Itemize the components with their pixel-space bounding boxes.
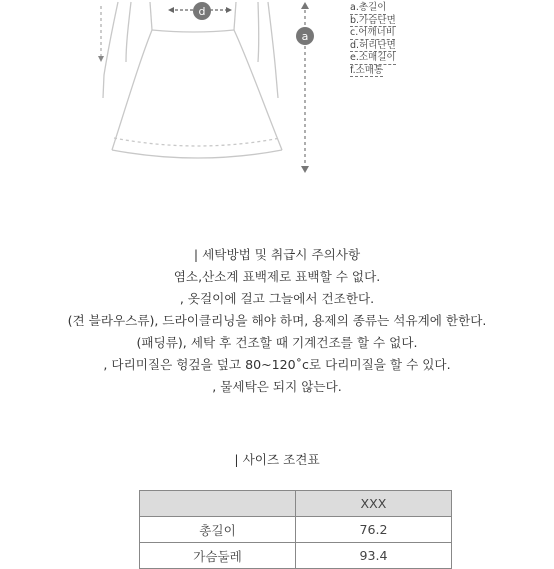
legend-item: c.어깨너비 — [350, 27, 395, 38]
row-label: 가슴둘레 — [140, 543, 296, 569]
legend-item: d.허리단면 — [350, 39, 396, 51]
size-chart-table — [139, 490, 452, 569]
care-line: , 옷걸이에 걸고 그늘에서 건조한다. — [179, 291, 375, 306]
size-chart-title: | 사이즈 조견표 — [234, 452, 320, 467]
care-title: | 세탁방법 및 취급시 주의사항 — [193, 247, 361, 262]
care-line: 염소,산소계 표백제로 표백할 수 없다. — [173, 269, 381, 284]
table-header-row — [140, 491, 452, 517]
legend-item: a.총길이 — [350, 2, 387, 13]
care-instructions — [0, 244, 554, 398]
row-value: 93.4 — [296, 543, 452, 569]
table-row — [140, 543, 452, 569]
row-value: 76.2 — [296, 517, 452, 543]
header-cell — [140, 491, 296, 517]
legend-item: b.가슴단면 — [350, 14, 396, 26]
header-cell: XXX — [296, 491, 452, 517]
legend-item: e.소매길이 — [350, 52, 396, 63]
care-line: , 다리미질은 헝겊을 덮고 80~120˚c로 다리미질을 할 수 있다. — [103, 357, 451, 372]
measurement-legend — [350, 2, 396, 77]
dress-measurement-diagram — [0, 0, 554, 200]
dress-illustration — [103, 2, 282, 158]
waist-arrowhead-right — [226, 7, 232, 13]
sleeve-guide-arrowhead — [98, 56, 104, 62]
marker-d-label: d — [198, 5, 206, 18]
care-line: (패딩류), 세탁 후 건조할 때 기계건조를 할 수 없다. — [136, 335, 418, 350]
total-length-arrowhead-top — [301, 2, 309, 9]
waist-arrowhead-left — [168, 7, 174, 13]
care-line: , 물세탁은 되지 않는다. — [212, 379, 342, 394]
table-row — [140, 517, 452, 543]
row-label: 총길이 — [140, 517, 296, 543]
total-length-arrowhead-bottom — [301, 166, 309, 173]
legend-item: f.소매통 — [350, 64, 384, 76]
marker-a-label: a — [301, 30, 309, 43]
care-line: (견 블라우스류), 드라이클리닝을 해야 하며, 용제의 종류는 석유계에 한한다. — [67, 313, 487, 328]
